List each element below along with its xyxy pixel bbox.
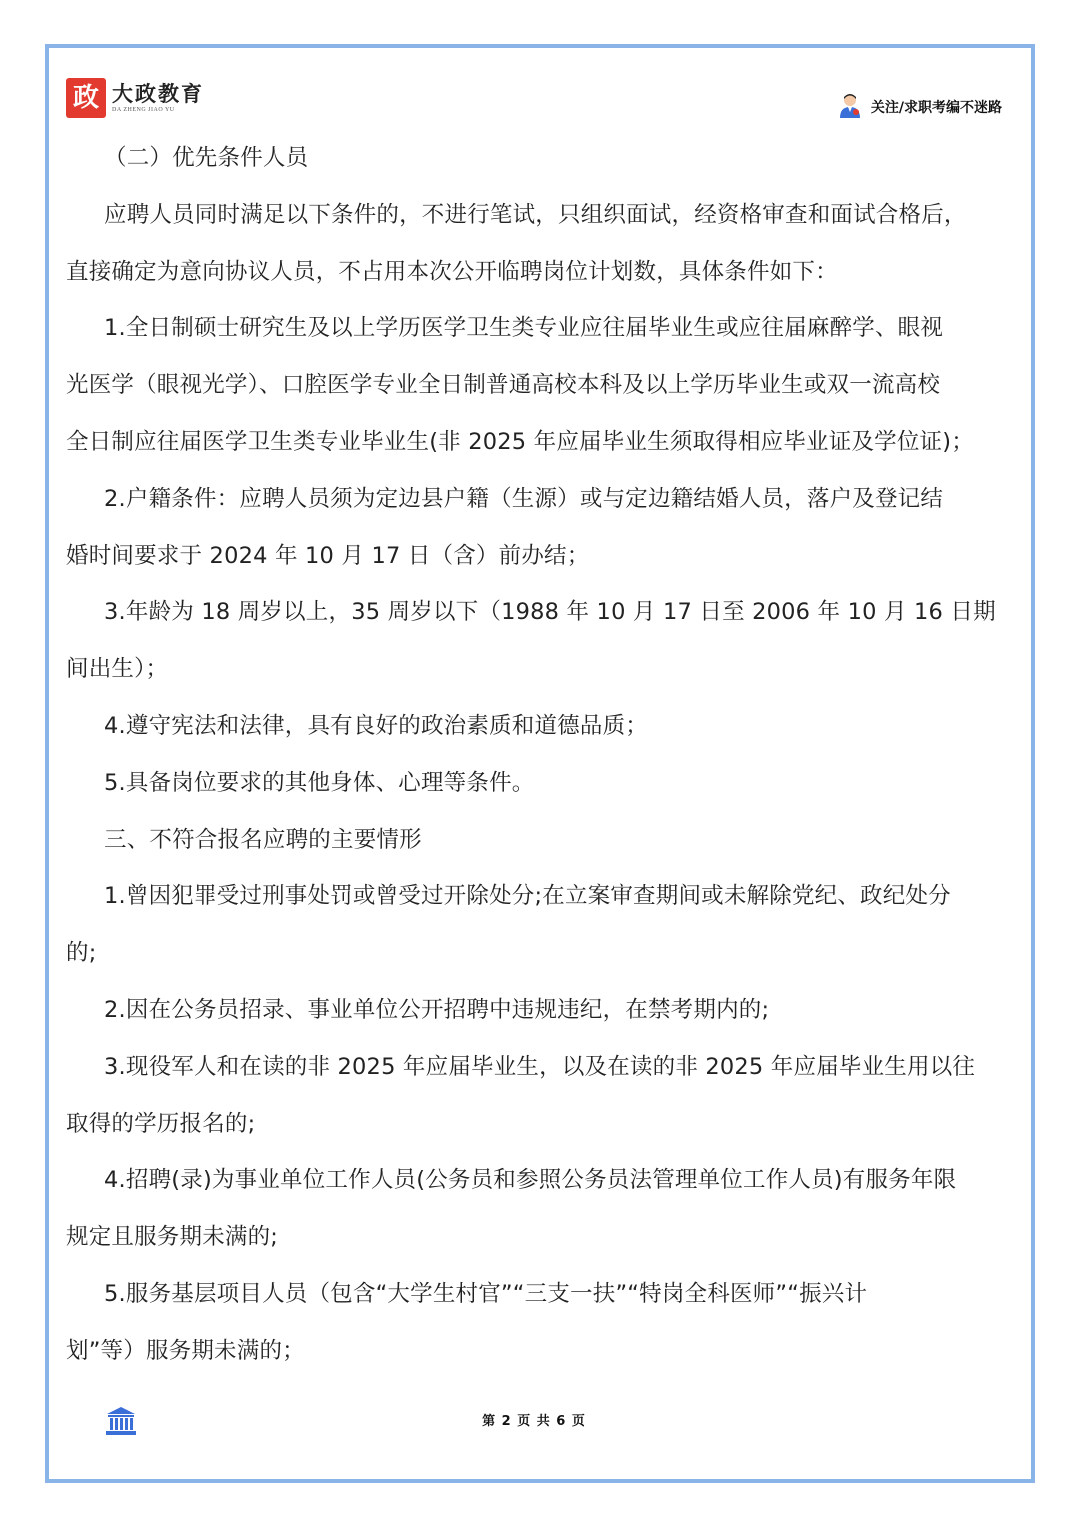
body-line: 2.户籍条件：应聘人员须为定边县户籍（生源）或与定边籍结婚人员，落户及登记结: [104, 485, 944, 512]
body-line: （二）优先条件人员: [104, 145, 309, 171]
logo-text: [112, 82, 204, 114]
section-heading: 三、不符合报名应聘的主要情形: [104, 826, 422, 853]
body-line: 3.年龄为 18 周岁以上，35 周岁以下（1988 年 10 月 17 日至 2006 年 10 月 16 日期: [104, 599, 996, 626]
body-line: 4.招聘(录)为事业单位工作人员(公务员和参照公务员法管理单位工作人员)有服务年限: [104, 1167, 957, 1194]
header-slogan: [839, 92, 1002, 118]
body-line: 规定且服务期未满的;: [66, 1224, 279, 1251]
body-line: 划”等）服务期未满的；: [66, 1337, 305, 1364]
body-line: 应聘人员同时满足以下条件的，不进行笔试，只组织面试，经资格审查和面试合格后，: [104, 201, 967, 228]
body-line: 婚时间要求于 2024 年 10 月 17 日（含）前办结；: [66, 542, 590, 569]
body-line: 的;: [66, 940, 97, 967]
body-line: 直接确定为意向协议人员，不占用本次公开临聘岗位计划数，具体条件如下：: [66, 258, 838, 285]
brand-logo: [66, 78, 204, 118]
logo-pinyin: DA ZHENG JIAO YU: [112, 107, 175, 113]
logo-name: 大政教育: [112, 81, 204, 106]
body-line: 间出生）；: [66, 656, 169, 683]
document-body: [66, 130, 1026, 1380]
body-line: 4.遵守宪法和法律，具有良好的政治素质和道德品质；: [104, 712, 648, 739]
page-footer: [0, 1406, 1080, 1436]
user-avatar-icon: [839, 92, 861, 118]
body-line: 1.曾因犯罪受过刑事处罚或曾受过开除处分;在立案审查期间或未解除党纪、政纪处分: [104, 883, 951, 910]
body-line: 1.全日制硕士研究生及以上学历医学卫生类专业应往届毕业生或应往届麻醉学、眼视: [104, 315, 944, 342]
body-line: 3.现役军人和在读的非 2025 年应届毕业生，以及在读的非 2025 年应届毕业生用以往: [104, 1053, 976, 1080]
body-line: 2.因在公务员招录、事业单位公开招聘中违规违纪，在禁考期内的;: [104, 996, 770, 1023]
body-line: 取得的学历报名的;: [66, 1110, 256, 1137]
body-line: 光医学（眼视光学）、口腔医学专业全日制普通高校本科及以上学历毕业生或双一流高校: [66, 372, 941, 399]
body-line: 全日制应往届医学卫生类专业毕业生(非 2025 年应届毕业生须取得相应毕业证及学位证)；: [66, 428, 974, 455]
page-number: 第 2 页 共 6 页: [482, 1414, 586, 1429]
body-line: 5.具备岗位要求的其他身体、心理等条件。: [104, 769, 535, 796]
slogan-text: 关注/求职考编不迷路: [870, 100, 1002, 116]
logo-mark-icon: 政: [66, 78, 106, 118]
body-line: 5.服务基层项目人员（包含“大学生村官”“三支一扶”“特岗全科医师”“振兴计: [104, 1280, 868, 1307]
